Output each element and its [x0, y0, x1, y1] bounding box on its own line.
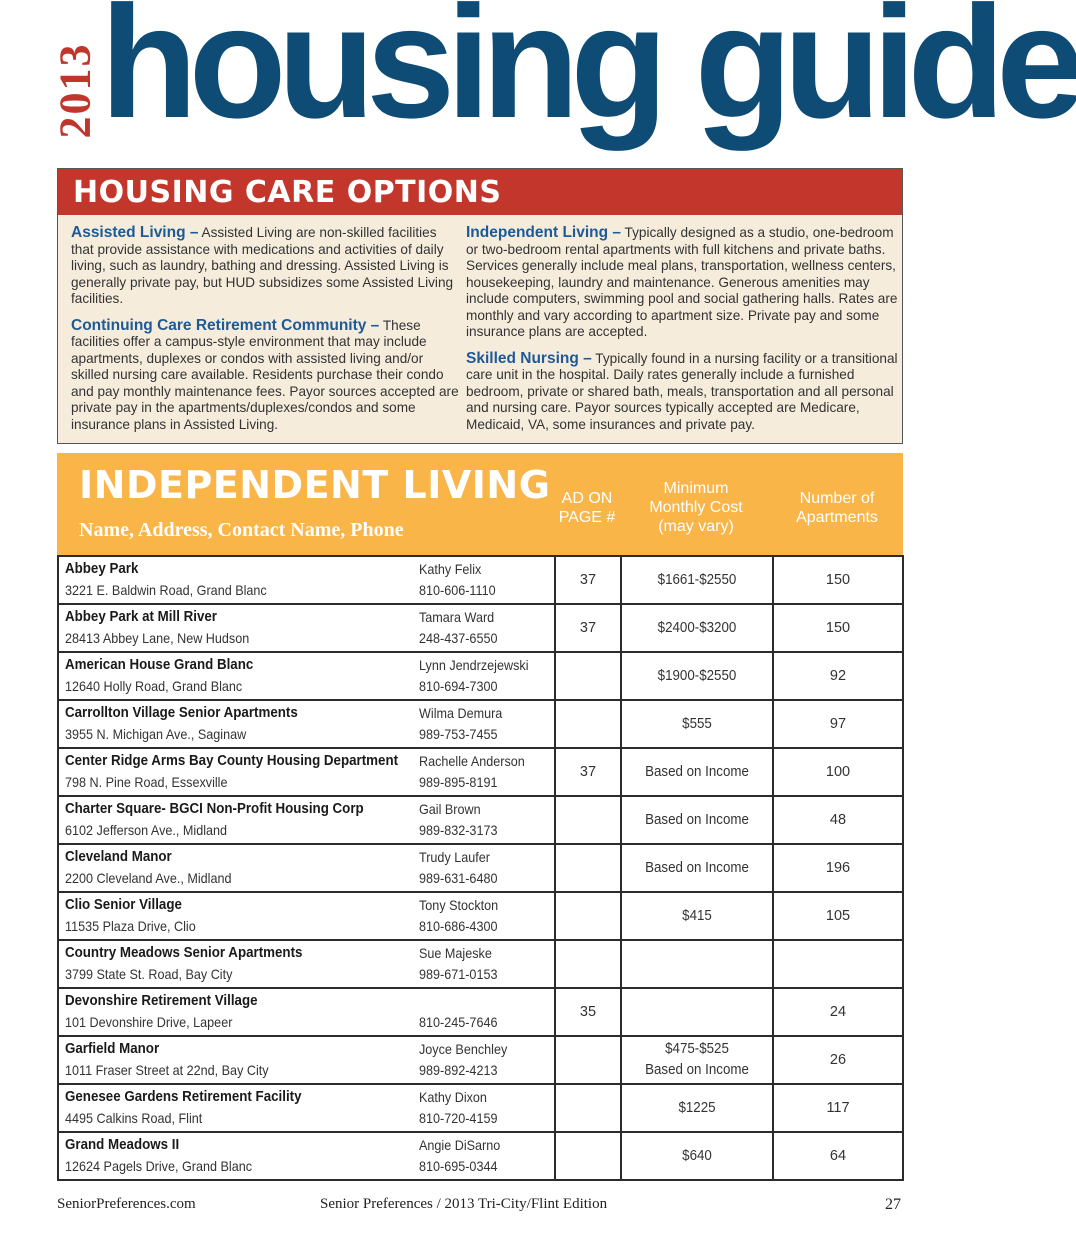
- listing-contact-cell: [413, 700, 555, 748]
- footer-edition: Senior Preferences / 2013 Tri-City/Flint Edition: [320, 1196, 608, 1212]
- monthly-cost-cell: [621, 748, 773, 796]
- cost-line: $640: [682, 1147, 712, 1164]
- independent-living-title: INDEPENDENT LIVING: [79, 463, 551, 507]
- apartments-cell: [773, 940, 903, 988]
- facility-address: 12640 Holly Road, Grand Blanc: [65, 678, 243, 694]
- apartments-cell: 100: [773, 748, 903, 796]
- apartments-cell: 150: [773, 604, 903, 652]
- monthly-cost-cell: [621, 796, 773, 844]
- table-row: [58, 556, 903, 604]
- contact-name: Trudy Laufer: [419, 849, 490, 865]
- monthly-cost-cell: [621, 652, 773, 700]
- care-text: Typically found in a nursing facility or a transitional care unit in the hospital. Daily rates generally include a furnished bedroom, private or shared bath, meals, transportation and all personal and nursing care. Payor sources typically accepted are Medicare, Medicaid, VA, some insurances and private pay.: [466, 350, 898, 432]
- facility-address: 3955 N. Michigan Ave., Saginaw: [65, 726, 247, 742]
- monthly-cost-cell: [621, 700, 773, 748]
- facility-address: 1011 Fraser Street at 22nd, Bay City: [65, 1062, 269, 1078]
- listing-contact-cell: [413, 652, 555, 700]
- care-options-box: [57, 168, 903, 444]
- apartments-cell: 92: [773, 652, 903, 700]
- care-term: Assisted Living –: [71, 224, 199, 241]
- facility-address: 28413 Abbey Lane, New Hudson: [65, 630, 250, 646]
- apartments-cell: 117: [773, 1084, 903, 1132]
- facility-name: Clio Senior Village: [65, 897, 182, 913]
- table-row: [58, 748, 903, 796]
- apartments-cell: 64: [773, 1132, 903, 1180]
- ad-page-cell: [555, 1132, 621, 1180]
- column-header-apartments: [772, 489, 902, 527]
- care-options-left-column: [71, 225, 461, 443]
- facility-name: Charter Square- BGCI Non-Profit Housing Corp: [65, 801, 364, 817]
- facility-name: Center Ridge Arms Bay County Housing Department: [65, 753, 399, 769]
- contact-name: Rachelle Anderson: [419, 753, 525, 769]
- table-row: [58, 1132, 903, 1180]
- cost-line: $415: [682, 907, 712, 924]
- listing-info-cell: [58, 700, 413, 748]
- column-header-line: (may vary): [658, 518, 734, 535]
- contact-phone: 989-832-3173: [419, 822, 498, 838]
- cost-line: Based on Income: [645, 859, 749, 876]
- table-row: [58, 892, 903, 940]
- facility-name: Devonshire Retirement Village: [65, 993, 258, 1009]
- facility-name: Country Meadows Senior Apartments: [65, 945, 303, 961]
- contact-name: [419, 991, 535, 1012]
- care-option-skilled-nursing: [466, 351, 898, 434]
- contact-phone: 989-892-4213: [419, 1062, 498, 1078]
- care-options-right-column: [466, 225, 898, 443]
- column-header-line: Minimum: [663, 480, 729, 497]
- cost-line: $475-$525: [665, 1041, 729, 1057]
- contact-phone: 810-606-1110: [419, 582, 496, 598]
- table-row: [58, 988, 903, 1036]
- contact-name: Tony Stockton: [419, 897, 499, 913]
- facility-address: 11535 Plaza Drive, Clio: [65, 918, 196, 934]
- care-term: Independent Living –: [466, 224, 622, 241]
- table-row: [58, 844, 903, 892]
- care-option-ccrc: [71, 318, 461, 434]
- ad-page-cell: [555, 892, 621, 940]
- column-header-line: AD ON: [561, 490, 613, 507]
- apartments-cell: 150: [773, 556, 903, 604]
- ad-page-cell: 35: [555, 988, 621, 1036]
- care-term: Skilled Nursing –: [466, 349, 592, 367]
- listing-info-cell: [58, 844, 413, 892]
- monthly-cost-cell: [621, 556, 773, 604]
- contact-name: Kathy Felix: [419, 561, 482, 577]
- ad-page-cell: [555, 700, 621, 748]
- listing-contact-cell: [413, 556, 555, 604]
- listing-info-cell: [58, 556, 413, 604]
- monthly-cost-cell: [621, 1036, 773, 1084]
- cost-line: Based on Income: [645, 1062, 749, 1078]
- footer-page-number: 27: [885, 1196, 901, 1213]
- listing-contact-cell: [413, 1132, 555, 1180]
- listing-contact-cell: [413, 604, 555, 652]
- page-title: housing guide: [100, 0, 1076, 151]
- contact-phone: 810-245-7646: [419, 1014, 498, 1030]
- monthly-cost-cell: [621, 892, 773, 940]
- contact-name: Angie DiSarno: [419, 1137, 501, 1153]
- independent-living-header: [57, 453, 903, 555]
- cost-line: Based on Income: [645, 811, 749, 828]
- listing-body: [58, 556, 903, 1180]
- ad-page-cell: [555, 1036, 621, 1084]
- facility-address: 798 N. Pine Road, Essexville: [65, 774, 228, 790]
- facility-name: Abbey Park at Mill River: [65, 609, 217, 625]
- contact-name: Lynn Jendrzejewski: [419, 657, 529, 673]
- listing-info-cell: [58, 892, 413, 940]
- facility-name: Garfield Manor: [65, 1041, 160, 1057]
- listing-contact-cell: [413, 1036, 555, 1084]
- contact-name: Gail Brown: [419, 801, 481, 817]
- independent-living-subtitle: Name, Address, Contact Name, Phone: [79, 519, 404, 541]
- listing-contact-cell: [413, 748, 555, 796]
- cost-line: $1225: [678, 1099, 716, 1116]
- cost-line: $2400-$3200: [657, 619, 737, 636]
- listing-contact-cell: [413, 940, 555, 988]
- facility-name: Carrollton Village Senior Apartments: [65, 705, 298, 721]
- column-header-monthly-cost: [620, 479, 772, 536]
- ad-page-cell: [555, 1084, 621, 1132]
- apartments-cell: 105: [773, 892, 903, 940]
- listing-contact-cell: [413, 1084, 555, 1132]
- facility-address: 4495 Calkins Road, Flint: [65, 1110, 203, 1126]
- ad-page-cell: 37: [555, 604, 621, 652]
- contact-name: Sue Majeske: [419, 945, 492, 961]
- contact-phone: 810-720-4159: [419, 1110, 498, 1126]
- care-term: Continuing Care Retirement Community –: [71, 316, 380, 334]
- ad-page-cell: [555, 652, 621, 700]
- facility-address: 12624 Pagels Drive, Grand Blanc: [65, 1158, 253, 1174]
- apartments-cell: 24: [773, 988, 903, 1036]
- independent-living-table: [57, 555, 904, 1181]
- facility-address: 101 Devonshire Drive, Lapeer: [65, 1014, 233, 1030]
- table-row: [58, 796, 903, 844]
- cost-line: $1900-$2550: [657, 667, 737, 684]
- listing-contact-cell: [413, 796, 555, 844]
- listing-info-cell: [58, 1132, 413, 1180]
- cost-line: $1661-$2550: [657, 571, 737, 588]
- contact-name: Wilma Demura: [419, 705, 503, 721]
- contact-phone: 810-694-7300: [419, 678, 498, 694]
- listing-info-cell: [58, 652, 413, 700]
- facility-address: 3221 E. Baldwin Road, Grand Blanc: [65, 582, 267, 598]
- contact-phone: 248-437-6550: [419, 630, 498, 646]
- listing-contact-cell: [413, 844, 555, 892]
- ad-page-cell: [555, 796, 621, 844]
- listing-info-cell: [58, 796, 413, 844]
- contact-phone: 989-753-7455: [419, 726, 498, 742]
- listing-info-cell: [58, 940, 413, 988]
- care-options-heading: HOUSING CARE OPTIONS: [73, 174, 502, 210]
- column-header-line: Monthly Cost: [649, 499, 743, 516]
- contact-phone: 989-671-0153: [419, 966, 498, 982]
- listing-info-cell: [58, 604, 413, 652]
- ad-page-cell: 37: [555, 556, 621, 604]
- listing-info-cell: [58, 1036, 413, 1084]
- facility-name: Grand Meadows II: [65, 1137, 180, 1153]
- contact-name: Tamara Ward: [419, 609, 495, 625]
- facility-name: American House Grand Blanc: [65, 657, 254, 673]
- ad-page-cell: [555, 940, 621, 988]
- listing-contact-cell: [413, 892, 555, 940]
- contact-name: Joyce Benchley: [419, 1041, 508, 1057]
- facility-name: Abbey Park: [65, 561, 139, 577]
- monthly-cost-cell: [621, 844, 773, 892]
- facility-name: Genesee Gardens Retirement Facility: [65, 1089, 302, 1105]
- ad-page-cell: [555, 844, 621, 892]
- contact-name: Kathy Dixon: [419, 1089, 487, 1105]
- facility-address: 6102 Jefferson Ave., Midland: [65, 822, 228, 838]
- footer-site: SeniorPreferences.com: [57, 1196, 196, 1212]
- apartments-cell: 97: [773, 700, 903, 748]
- monthly-cost-cell: [621, 604, 773, 652]
- apartments-cell: 26: [773, 1036, 903, 1084]
- apartments-cell: 48: [773, 796, 903, 844]
- listing-info-cell: [58, 748, 413, 796]
- care-option-assisted-living: [71, 225, 461, 308]
- column-header-ad-page: [554, 489, 620, 527]
- table-row: [58, 652, 903, 700]
- monthly-cost-cell: [621, 940, 773, 988]
- ad-page-cell: 37: [555, 748, 621, 796]
- contact-phone: 810-686-4300: [419, 918, 498, 934]
- contact-phone: 989-895-8191: [419, 774, 498, 790]
- year-label: [50, 35, 100, 145]
- column-header-line: PAGE #: [558, 509, 616, 526]
- table-row: [58, 1036, 903, 1084]
- care-text: These facilities offer a campus-style environment that may include apartments, duplexes or condos with assisted living and/or skilled nursing care available. Residents purchase their condo and pay monthly maintenance fees. Payor sources accepted are private pay in the apartments/duplexes/condos and some insurance plans in Assisted Living.: [71, 317, 459, 432]
- care-text: Assisted Living are non-skilled facilities that provide assistance with medications and activities of daily living, such as laundry, bathing and dressing. Assisted Living is generally private pay, but HUD subsidizes some Assisted Living facilities.: [71, 225, 454, 306]
- facility-name: Cleveland Manor: [65, 849, 172, 865]
- facility-address: 3799 State St. Road, Bay City: [65, 966, 233, 982]
- year-text: 2013: [50, 42, 100, 138]
- table-row: [58, 700, 903, 748]
- care-options-bar: [58, 169, 902, 215]
- monthly-cost-cell: [621, 988, 773, 1036]
- listing-info-cell: [58, 988, 413, 1036]
- monthly-cost-cell: [621, 1084, 773, 1132]
- monthly-cost-cell: [621, 1132, 773, 1180]
- listing-info-cell: [58, 1084, 413, 1132]
- cost-line: $555: [682, 715, 712, 732]
- table-row: [58, 1084, 903, 1132]
- column-header-line: Number of: [799, 490, 875, 507]
- table-row: [58, 604, 903, 652]
- care-option-independent-living: [466, 225, 898, 341]
- cost-line: Based on Income: [645, 763, 749, 780]
- care-text: Typically designed as a studio, one-bedroom or two-bedroom rental apartments with full kitchens and private baths. Services generally include meal plans, transportation, wellness centers, housekeeping, laundry and maintenance. Generous amenities may include computers, swimming pool and social gathering halls. Rates are monthly and vary according to apartment size. Private pay and some insurance plans are accepted.: [466, 225, 898, 339]
- column-header-line: Apartments: [796, 509, 878, 526]
- table-row: [58, 940, 903, 988]
- listing-contact-cell: [413, 988, 555, 1036]
- contact-phone: 989-631-6480: [419, 870, 498, 886]
- facility-address: 2200 Cleveland Ave., Midland: [65, 870, 232, 886]
- contact-phone: 810-695-0344: [419, 1158, 498, 1174]
- apartments-cell: 196: [773, 844, 903, 892]
